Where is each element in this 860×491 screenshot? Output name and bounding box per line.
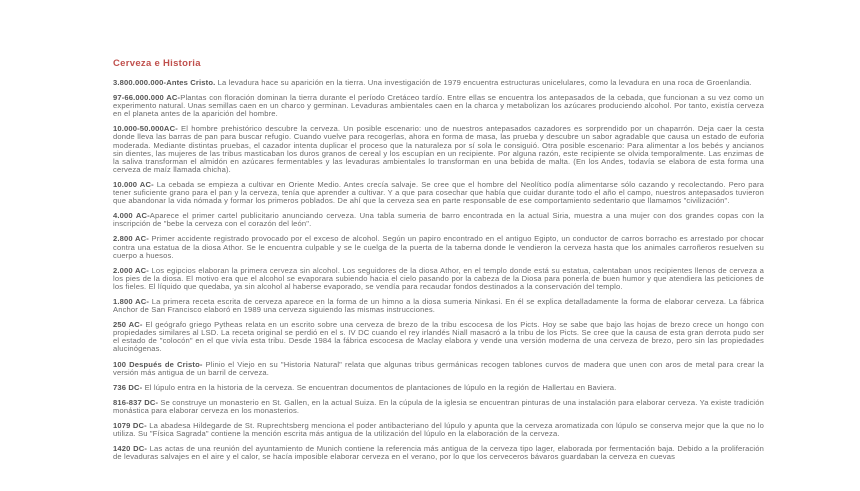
paragraph-text: Plinio el Viejo en su "Historia Natural" relata que algunas tribus germánicas recogen tablones curvos de madera que unen con aros de metal para crear la versión más antigua de un barril de cerveza. — [113, 359, 764, 377]
paragraph-text: Los egipcios elaboran la primera cerveza sin alcohol. Los seguidores de la diosa Athor, en el templo donde está su estatua, calentaban unos recipientes llenos de cerveza a los pies de la diosa. El motivo era que el alcohol se evaporara subiendo hacia el cielo pasando por la cabeza de la Diosa para ponerla de buen humor y que atendiera las peticiones de los fieles. El líquido que quedaba, ya sin alcohol al haberse evaporado, se vendía para recaudar fondos destinados a la conservación del templo. — [113, 265, 764, 291]
paragraph-date-lead: 100 Después de Cristo- — [113, 359, 203, 369]
paragraph-date-lead: 2.800 AC- — [113, 234, 149, 244]
paragraph — [113, 125, 764, 174]
paragraph-date-lead: 4.000 AC- — [113, 211, 150, 221]
paragraph-date-lead: 1420 DC- — [113, 444, 148, 454]
paragraph — [113, 399, 764, 415]
paragraph-date-lead: 3.800.000.000-Antes Cristo. — [113, 78, 216, 87]
paragraph-date-lead: 250 AC- — [113, 320, 143, 330]
paragraph — [113, 298, 764, 314]
paragraph — [113, 267, 764, 291]
paragraph-text: Las actas de una reunión del ayuntamiento de Munich contiene la referencia más antigua de la cerveza tipo lager, elaborada por fermentación baja. Debido a la proliferación de levaduras salvajes en el aire y el calor, se hacía imposible elaborar cerveza en el verano, por lo que los cerveceros bávaros guardaban la cerveza en cuevas — [113, 444, 765, 462]
paragraph-text: La primera receta escrita de cerveza aparece en la forma de un himno a la diosa sumeria Ninkasi. En él se explica detalladamente la forma de elaborar cerveza. La fábrica Anchor de San Francisco elaboró en 1989 una cerveza siguiendo las mismas instrucciones. — [113, 296, 764, 315]
paragraph — [113, 212, 764, 228]
paragraph — [113, 445, 764, 461]
paragraph-text: Aparece el primer cartel publicitario anunciando cerveza. Una tabla sumeria de barro encontrada en la actual Siria, muestra a una mujer con dos grandes copas con la inscripción de "bebe la cerveza con el corazón del león". — [113, 211, 764, 229]
paragraph — [113, 94, 764, 118]
paragraph — [113, 384, 764, 392]
paragraph — [113, 181, 764, 205]
paragraph — [113, 321, 764, 353]
paragraph-date-lead: 10.000 AC- — [113, 179, 154, 189]
paragraph-date-lead: 97-66.000.000 AC- — [113, 93, 181, 103]
paragraph-text: La abadesa Hildegarde de St. Ruprechtsberg menciona el poder antibacteriano del lúpulo y apunta que la cerveza aromatizada con lúpulo se conserva mejor que la que no lo utiliza. Su "Física Sagrada" contiene la mención escrita más antigua de la utilización del lúpulo en la elaboración de la cerveza. — [113, 421, 765, 439]
paragraph-text: El lúpulo entra en la historia de la cerveza. Se encuentran documentos de plantaciones de lúpulo en la región de Hallertau en Baviera. — [142, 382, 617, 392]
paragraph — [113, 235, 764, 259]
paragraph-text: El geógrafo griego Pytheas relata en un escrito sobre una cerveza de brezo de la tribu escocesa de los Picts. Hoy se sabe que bajo las hojas de brezo crece un hongo con propiedades similares al LSD. La receta original se perdió en el s. IV DC cuando el rey irlandés Niall masacró a la tribu de los Picts. Se cree que la causa de esta gran derrota pudo ser el estado de "colocón" en el que vivía esta tribu. Desde 1984 la fábrica escocesa de Maclay elabora y vende una versión moderna de una cerveza de brezo, pero sin las propiedades alucinógenas. — [113, 320, 764, 354]
paragraph-date-lead: 10.000-50.000AC- — [113, 124, 178, 134]
paragraph-text: Se construye un monasterio en St. Gallen, en la actual Suiza. En la cúpula de la iglesia se encuentran pinturas de una instalación para elaborar cerveza. Ya existe tradición monástica para elaborar cerveza en los monasterios. — [113, 397, 764, 415]
paragraph-text: Primer accidente registrado provocado por el exceso de alcohol. Según un papiro encontrado en el antiguo Egipto, un conductor de carros borracho es arrestado por chocar contra una estatua de la diosa Athor. Se le encuentra culpable y se le cuelga de la puerta de la taberna donde le vendieron la cerveza hasta que los animales carroñeros resuelven su cuerpo a huesos. — [113, 234, 764, 260]
paragraph-text: El hombre prehistórico descubre la cerveza. Un posible escenario: uno de nuestros antepasados cazadores es sorprendido por un chaparrón. Deja caer la cesta donde lleva las barras de pan para buscar refugio. Cuando vuelve para recogerlas, ahora en forma de masa, las prueba y descubre un sabor agradable que causa un estado de euforia moderada. Mediante distintas pruebas, el cazador intenta duplicar el proceso que la naturaleza por sí sola le consiguió. Otra posible escenario: Para alimentar a los bebés y ancianos sin dientes, las mujeres de las tribus masticaban los duros granos de cereal y los escupían en un recipiente. Por alguna razón, este recipiente se olvida temporalmente. Las enzimas de la saliva transforman el almidón en azúcares fermentables y las levaduras ambientales lo transforman en una bebida de malta. (En los Andes, todavía se elabora de esta forma una cerveza de maíz llamada chicha). — [113, 124, 764, 174]
paragraph — [113, 361, 764, 377]
paragraph — [113, 79, 764, 87]
paragraph-text: La cebada se empieza a cultivar en Oriente Medio. Antes crecía salvaje. Se cree que el hombre del Neolítico podía alimentarse sólo cazando y recolectando. Pero para tener suficiente grano para el pan y la cerveza, tenía que aprender a cultivar. Y a que para cosechar que había que cuidar durante todo el año el campo, nuestros antepasados tuvieron que abandonar la vida nómada y formar los primeros poblados. De ahí que la cerveza sea en parte responsable de ese comportamiento sedentario que llamamos "civilización". — [113, 179, 764, 206]
paragraph-text: La levadura hace su aparición en la tierra. Una investigación de 1979 encuentra estructuras unicelulares, como la levadura en una roca de Groenlandia. — [215, 78, 752, 87]
paragraph-text: Plantas con floración dominan la tierra durante el período Cretáceo tardío. Entre ellas se encuentra los antepasados de la cebada, que funcionan a su vez como un experimento natural. Unas semillas caen en un charco y germinan. Levaduras ambientales caen en la charca y metabolizan los azúcares produciendo alcohol. Por tanto, existía cerveza en el planeta antes de la aparición del hombre. — [113, 93, 765, 119]
document-body — [113, 79, 764, 461]
paragraph — [113, 422, 764, 438]
paragraph-date-lead: 736 DC- — [113, 382, 143, 392]
paragraph-date-lead: 1079 DC- — [113, 421, 147, 430]
paragraph-date-lead: 2.000 AC- — [113, 265, 149, 275]
paragraph-date-lead: 1.800 AC- — [113, 296, 150, 306]
document-title: Cerveza e Historia — [113, 58, 201, 69]
paragraph-date-lead: 816-837 DC- — [113, 397, 159, 407]
